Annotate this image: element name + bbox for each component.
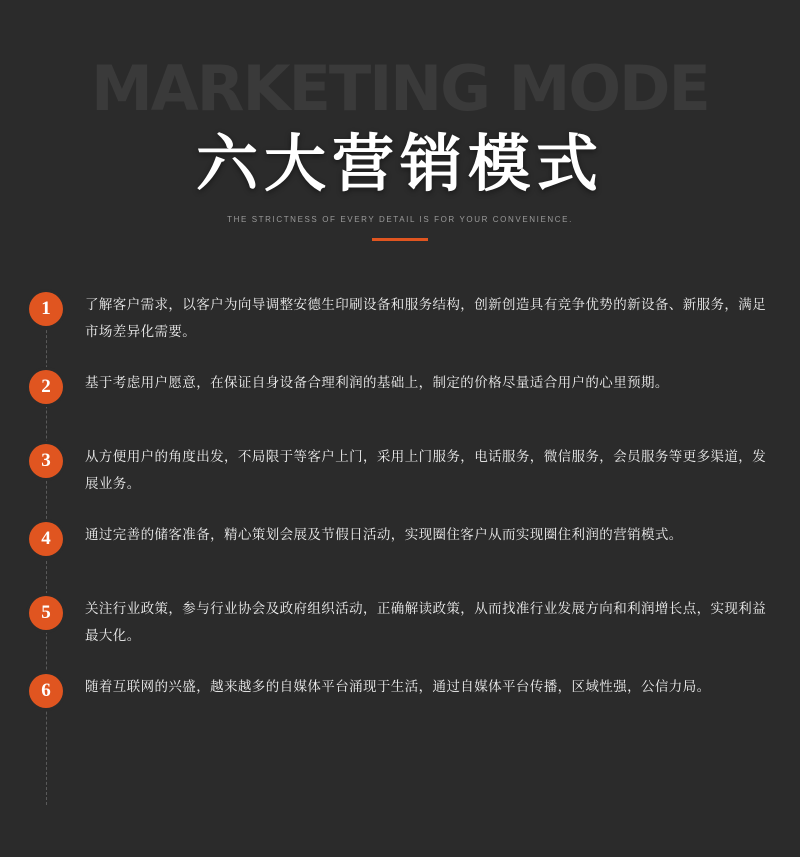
item-number-badge: 6 [29,674,63,708]
marketing-modes-list [0,250,800,718]
item-number-badge: 2 [29,370,63,404]
page-header [0,0,800,250]
item-text: 从方便用户的角度出发，不局限于等客户上门，采用上门服务，电话服务，微信服务，会员服务等更多渠道，发展业务。 [85,449,767,492]
item-number-badge: 5 [29,596,63,630]
background-watermark-title: MARKETING MODE [91,52,709,125]
list-item [24,290,776,346]
list-item [24,672,776,718]
item-text: 关注行业政策，参与行业协会及政府组织活动，正确解读政策，从而找准行业发展方向和利润增长点，实现利益最大化。 [85,601,767,644]
page-subtitle: THE STRICTNESS OF EVERY DETAIL IS FOR YOUR CONVENIENCE. [227,215,573,224]
list-item [24,442,776,498]
item-number-badge: 4 [29,522,63,556]
accent-divider [372,238,428,241]
item-text: 了解客户需求，以客户为向导调整安德生印刷设备和服务结构，创新创造具有竞争优势的新设备、新服务，满足市场差异化需要。 [85,297,767,340]
item-text: 基于考虑用户愿意，在保证自身设备合理利润的基础上，制定的价格尽量适合用户的心里预期。 [85,375,669,391]
list-item [24,368,776,414]
item-number-badge: 3 [29,444,63,478]
page-title: 六大营销模式 [195,126,604,200]
item-number-badge: 1 [29,292,63,326]
list-item [24,594,776,650]
list-item [24,520,776,566]
item-text: 通过完善的储客准备，精心策划会展及节假日活动，实现圈住客户从而实现圈住利润的营销模式。 [85,527,683,543]
item-text: 随着互联网的兴盛，越来越多的自媒体平台涌现于生活，通过自媒体平台传播，区域性强，公信力局。 [85,679,711,695]
